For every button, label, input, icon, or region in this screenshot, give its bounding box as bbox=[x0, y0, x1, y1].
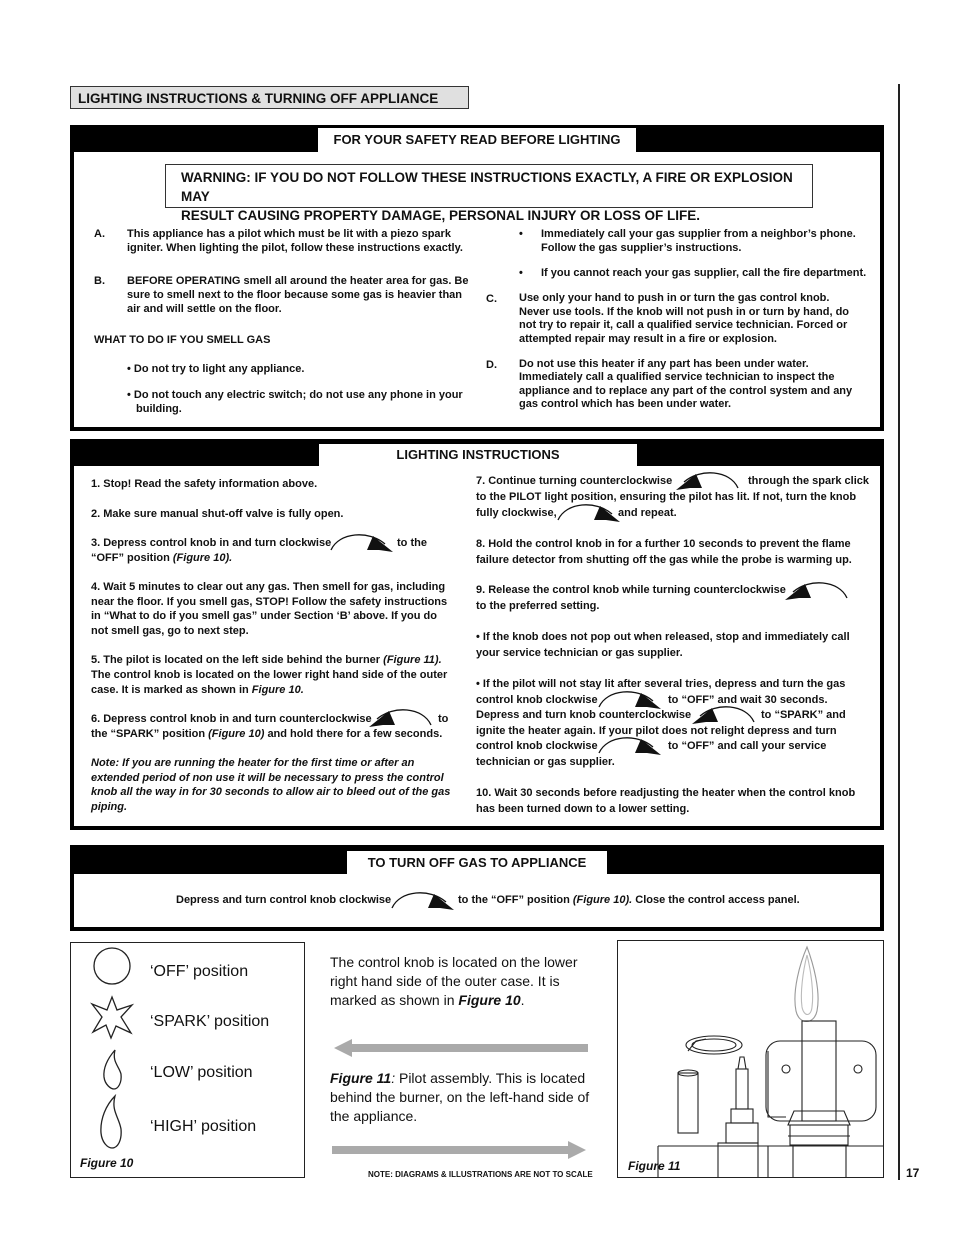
step-3-figref: (Figure 10). bbox=[172, 552, 233, 564]
step-9-b: to the preferred setting. bbox=[476, 600, 600, 612]
relight-line-1: • If the pilot will not stay lit after several tries, depress and turn the gas bbox=[476, 678, 846, 690]
scale-note: NOTE: DIAGRAMS & ILLUSTRATIONS ARE NOT TO SCALE bbox=[368, 1170, 593, 1179]
step-7-b: through the spark click bbox=[748, 475, 870, 487]
safety-bullet-1: Immediately call your gas supplier from a neighbor’s phone. Follow the gas supplier’s instructions. bbox=[541, 228, 856, 254]
figure-10-caption: Figure 10 bbox=[80, 1156, 134, 1170]
turnoff-text-b bbox=[458, 893, 800, 907]
bullet-dot-2: • bbox=[519, 267, 523, 279]
item-c-text: Use only your hand to push in or turn the gas control knob. Never use tools. If the knob will not push in or turn by hand, do not try to repair it, call a qualified service technician. Forced or attempted repair may result in a fire or explosion. bbox=[519, 292, 850, 345]
section-header: LIGHTING INSTRUCTIONS & TURNING OFF APPLIANCE bbox=[70, 86, 469, 109]
step-6-figref: (Figure 10) bbox=[208, 728, 265, 740]
figure-11-box bbox=[617, 940, 884, 1178]
step-5 bbox=[91, 653, 457, 698]
step-4: 4. Wait 5 minutes to clear out any gas. Then smell for gas, including near the floor. If you smell gas, STOP! Follow the safety instructions in “What to do if you smell gas” under Section ‘B’ above. If you do not smell gas, go to next step. bbox=[91, 581, 448, 637]
step-3-line2 bbox=[91, 551, 232, 565]
warning-line-1: WARNING: IF YOU DO NOT FOLLOW THESE INSTRUCTIONS EXACTLY, A FIRE OR EXPLOSION MAY bbox=[181, 170, 793, 204]
step-6-e: and hold there for a few seconds. bbox=[267, 728, 443, 740]
bullet-dot-1: • bbox=[519, 228, 523, 240]
counterclockwise-arrow-icon bbox=[783, 578, 849, 602]
figure-11-colon: : bbox=[391, 1070, 396, 1086]
step-7-c: to the PILOT light position, ensuring the pilot has lit. If not, turn the knob bbox=[476, 491, 857, 503]
knob-location-body: The control knob is located on the lower right hand side of the outer case. It is marked as shown in bbox=[330, 954, 578, 1008]
smell-gas-bullet-1: • Do not try to light any appliance. bbox=[127, 363, 305, 375]
step-1: 1. Stop! Read the safety information above. bbox=[91, 478, 318, 490]
knob-pop-bullet: • If the knob does not pop out when released, stop and immediately call your service technician or gas supplier. bbox=[476, 631, 850, 659]
step-7-a: 7. Continue turning counterclockwise bbox=[476, 475, 673, 487]
figure-11-caption: Figure 11 bbox=[628, 1159, 681, 1173]
item-a-letter: A. bbox=[94, 228, 105, 240]
step-3-c: “OFF” position bbox=[91, 552, 170, 564]
knob-location-figref: Figure 10 bbox=[458, 992, 521, 1008]
high-flame-icon bbox=[97, 1093, 125, 1151]
step-5-c: The control knob is located on the lower right hand side of the outer case. It is marked as shown in bbox=[91, 669, 448, 696]
knob-location-end: . bbox=[520, 992, 525, 1008]
safety-title: FOR YOUR SAFETY READ BEFORE LIGHTING bbox=[318, 128, 636, 152]
item-b-text: BEFORE OPERATING smell all around the heater area for gas. Be sure to smell next to the floor because some gas is heavier than air and will settle on the floor. bbox=[127, 275, 469, 315]
step-3-b: to the bbox=[397, 537, 427, 549]
counterclockwise-arrow-icon bbox=[690, 702, 756, 726]
off-position-label: ‘OFF’ position bbox=[150, 963, 249, 980]
warning-box bbox=[165, 164, 813, 223]
step-5-a: 5. The pilot is located on the left side behind the burner bbox=[91, 654, 381, 666]
smell-gas-heading: WHAT TO DO IF YOU SMELL GAS bbox=[94, 334, 271, 346]
relight-line-5a: control knob clockwise bbox=[476, 740, 598, 752]
counterclockwise-arrow-icon bbox=[674, 468, 740, 492]
first-time-note: Note: If you are running the heater for the first time or after an extended period of non use it will be necessary to press the control knob all the way in for 30 seconds to allow air to bleed out of the gas piping. bbox=[91, 757, 451, 813]
safety-bullet-2: If you cannot reach your gas supplier, call the fire department. bbox=[541, 267, 867, 279]
low-position-label: ‘LOW’ position bbox=[150, 1064, 253, 1081]
figure-11-label: Figure 11 bbox=[330, 1070, 392, 1086]
step-9-a: 9. Release the control knob while turning counterclockwise bbox=[476, 584, 786, 596]
relight-line-6: technician or gas supplier. bbox=[476, 756, 615, 768]
step-5-figref-2: Figure 10. bbox=[251, 684, 304, 696]
relight-line-2b: to “OFF” and wait 30 seconds. bbox=[668, 694, 828, 706]
step-6-c: the “SPARK” position bbox=[91, 728, 206, 740]
turnoff-text-a: Depress and turn control knob clockwise bbox=[176, 894, 392, 906]
step-10: 10. Wait 30 seconds before readjusting the heater when the control knob has been turned down to a lower setting. bbox=[476, 787, 856, 815]
relight-line-2a: control knob clockwise bbox=[476, 694, 598, 706]
step-8: 8. Hold the control knob in for a further 10 seconds to prevent the flame failure detector from shutting off the gas while the probe is warming up. bbox=[476, 538, 852, 566]
clockwise-arrow-icon bbox=[597, 733, 663, 757]
step-7-e: and repeat. bbox=[618, 507, 677, 519]
clockwise-arrow-icon bbox=[329, 530, 395, 554]
step-6-a: 6. Depress control knob in and turn counterclockwise bbox=[91, 713, 372, 725]
relight-line-3b: to “SPARK” and bbox=[761, 709, 846, 721]
step-2: 2. Make sure manual shut-off valve is fully open. bbox=[91, 508, 344, 520]
smell-gas-bullet-2: • Do not touch any electric switch; do not use any phone in your building. bbox=[127, 389, 463, 415]
relight-line-4: ignite the heater again. If your pilot does not relight depress and turn bbox=[476, 725, 837, 737]
turnoff-title: TO TURN OFF GAS TO APPLIANCE bbox=[347, 851, 607, 874]
figure-11-body: Pilot assembly. This is located behind the burner, on the left-hand side of the appliance. bbox=[330, 1070, 590, 1124]
clockwise-arrow-icon bbox=[390, 888, 456, 912]
counterclockwise-arrow-icon bbox=[367, 705, 433, 729]
arrow-right-icon bbox=[330, 1139, 588, 1161]
pilot-assembly-illustration bbox=[618, 941, 884, 1178]
turnoff-panel bbox=[70, 845, 884, 931]
step-6-b: to bbox=[438, 713, 449, 725]
step-5-figref: (Figure 11). bbox=[383, 654, 442, 666]
high-position-label: ‘HIGH’ position bbox=[150, 1118, 257, 1135]
item-b-letter: B. bbox=[94, 275, 105, 287]
relight-line-3a: Depress and turn knob counterclockwise bbox=[476, 709, 692, 721]
turnoff-close-panel: Close the control access panel. bbox=[635, 894, 800, 906]
relight-line-5b: to “OFF” and call your service bbox=[668, 740, 827, 752]
turnoff-figref: (Figure 10). bbox=[572, 894, 633, 906]
item-d-letter: D. bbox=[486, 359, 497, 371]
turnoff-off-position: to the “OFF” position bbox=[458, 894, 570, 906]
item-a-text: This appliance has a pilot which must be lit with a piezo spark igniter. When lighting the pilot, follow these instructions exactly. bbox=[127, 228, 463, 254]
low-flame-icon bbox=[100, 1047, 124, 1091]
margin-rule bbox=[898, 84, 900, 1180]
step-7-d: fully clockwise, bbox=[476, 507, 557, 519]
page-number: 17 bbox=[906, 1166, 920, 1180]
off-circle-icon bbox=[91, 945, 133, 987]
spark-position-label: ‘SPARK’ position bbox=[150, 1013, 270, 1030]
knob-location-text bbox=[330, 953, 592, 1010]
spark-star-icon bbox=[88, 994, 136, 1040]
item-c-letter: C. bbox=[486, 293, 497, 305]
item-d-text: Do not use this heater if any part has been under water. Immediately call a qualified service technician to inspect the appliance and to replace any part of the control system and any gas control which has been under water. bbox=[519, 358, 853, 410]
warning-line-2: RESULT CAUSING PROPERTY DAMAGE, PERSONAL INJURY OR LOSS OF LIFE. bbox=[181, 208, 701, 223]
clockwise-arrow-icon bbox=[556, 500, 622, 524]
step-6-line2 bbox=[91, 727, 442, 741]
step-3-a: 3. Depress control knob in and turn clockwise bbox=[91, 537, 332, 549]
arrow-left-icon bbox=[332, 1037, 590, 1059]
figure-11-description bbox=[330, 1069, 592, 1126]
lighting-title: LIGHTING INSTRUCTIONS bbox=[319, 444, 637, 466]
